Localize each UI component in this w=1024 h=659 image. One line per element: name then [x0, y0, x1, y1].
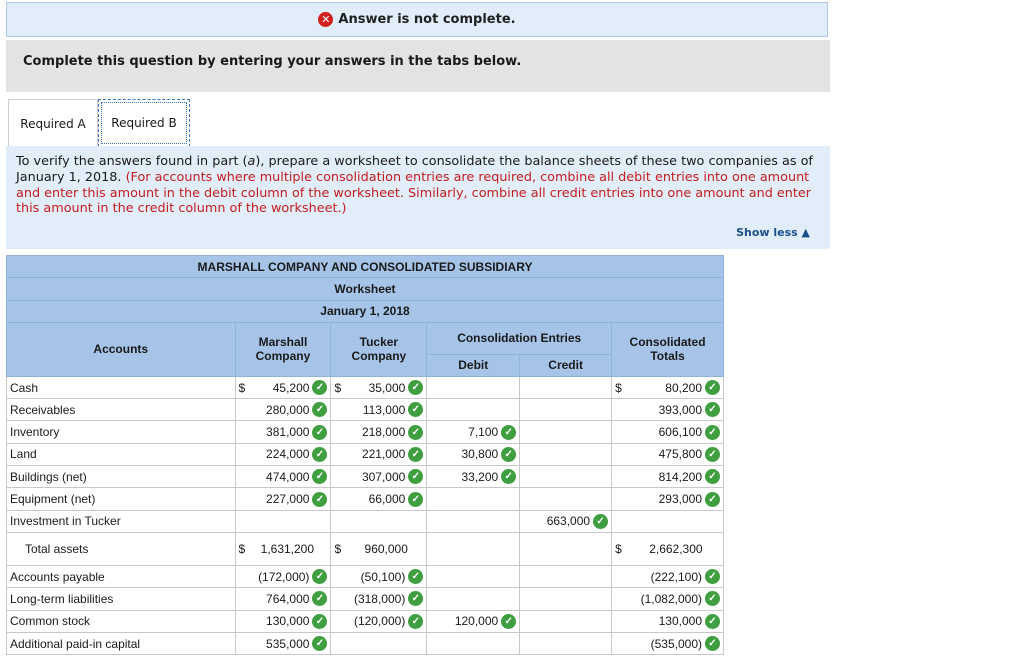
header-totals: Consolidated Totals: [612, 322, 724, 376]
credit-cell[interactable]: [520, 488, 612, 510]
table-row: [7, 610, 724, 632]
debit-cell[interactable]: [427, 488, 520, 510]
marshall-cell-value: 535,000: [266, 636, 310, 651]
consolidated-cell-value: 130,000: [658, 614, 702, 629]
table-row: [7, 399, 724, 421]
total-assets-label: Total assets: [7, 532, 236, 565]
account-name: Investment in Tucker: [7, 510, 236, 532]
checkmark-icon: ✓: [408, 447, 423, 462]
consolidated-cell-value: 475,800: [658, 447, 702, 462]
account-name: Accounts payable: [7, 565, 236, 587]
checkmark-icon: ✓: [705, 591, 720, 606]
table-row: [7, 632, 724, 654]
consolidated-cell-value: 606,100: [658, 425, 702, 440]
checkmark-icon: ✓: [312, 469, 327, 484]
tucker-cell-value: 66,000: [368, 492, 406, 507]
debit-cell[interactable]: [427, 510, 520, 532]
consolidated-cell[interactable]: [612, 565, 724, 587]
consolidated-cell[interactable]: [612, 443, 724, 465]
header-consolidation: Consolidation Entries: [427, 322, 612, 354]
credit-cell[interactable]: [520, 510, 612, 532]
checkmark-icon: ✓: [408, 591, 423, 606]
account-name: Long-term liabilities: [7, 588, 236, 610]
tucker-cell-value: 307,000: [361, 469, 406, 484]
checkmark-icon: ✓: [705, 447, 720, 462]
checkmark-icon: ✓: [312, 614, 327, 629]
marshall-cell-value: 280,000: [266, 402, 310, 417]
header-accounts: Accounts: [7, 322, 236, 376]
checkmark-icon: ✓: [312, 425, 327, 440]
tab-required-b[interactable]: [98, 99, 190, 147]
worksheet-subtitle: Worksheet: [7, 278, 724, 300]
tucker-cell[interactable]: [331, 399, 427, 421]
debit-cell[interactable]: [427, 632, 520, 654]
checkmark-icon: ✓: [408, 425, 423, 440]
checkmark-icon: ✓: [312, 636, 327, 651]
checkmark-icon: ✓: [705, 380, 720, 395]
marshall-cell-value: 45,200: [272, 380, 310, 395]
x-circle-icon: ✕: [318, 12, 333, 27]
total-assets-tucker: $ 960,000: [331, 532, 427, 565]
total-assets-row: [7, 532, 724, 565]
checkmark-icon: ✓: [312, 492, 327, 507]
tucker-cell[interactable]: [331, 510, 427, 532]
checkmark-icon: ✓: [705, 614, 720, 629]
total-assets-marshall: $ 1,631,200: [235, 532, 331, 565]
marshall-cell-value: 381,000: [266, 425, 310, 440]
marshall-cell[interactable]: [235, 632, 331, 654]
account-name: Land: [7, 443, 236, 465]
consolidated-cell-value: 393,000: [658, 402, 702, 417]
debit-cell[interactable]: [427, 443, 520, 465]
account-name: Cash: [7, 376, 236, 398]
table-row: [7, 376, 724, 398]
instruction-text: Complete this question by entering your answers in the tabs below.: [23, 54, 522, 69]
total-assets-consolidated: $ 2,662,300: [612, 532, 724, 565]
header-tucker: Tucker Company: [331, 322, 427, 376]
total-assets-debit: [427, 532, 520, 565]
marshall-cell[interactable]: [235, 565, 331, 587]
checkmark-icon: ✓: [408, 380, 423, 395]
question-text: To verify the answers found in part (a), prepare a worksheet to consolidate the balance sheets of these two companies as of January 1, 2018. (For accounts where multiple consolidation entries are required, combine all debit entries into one amount and enter this amount in the debit column of the worksheet. Similarly, combine all credit entries into one amount and enter this amount in the credit column of the worksheet.): [16, 154, 813, 217]
marshall-cell-value: 130,000: [266, 614, 310, 629]
total-assets-credit: [520, 532, 612, 565]
question-note: (For accounts where multiple consolidation entries are required, combine all debit entries into one amount and enter this amount in the debit column of the worksheet. Similarly, combine all credit entries into one amount and enter this amount in the credit column of the worksheet.): [16, 169, 812, 217]
marshall-cell-value: 474,000: [266, 469, 310, 484]
tucker-cell[interactable]: [331, 421, 427, 443]
debit-cell-value: 30,800: [461, 447, 499, 462]
consolidated-cell[interactable]: $ 80,200 ✓: [612, 376, 724, 398]
checkmark-icon: ✓: [705, 636, 720, 651]
debit-cell-value: 33,200: [461, 469, 499, 484]
marshall-cell[interactable]: [235, 488, 331, 510]
marshall-cell[interactable]: [235, 443, 331, 465]
tucker-cell[interactable]: [331, 610, 427, 632]
marshall-cell[interactable]: [235, 588, 331, 610]
table-row: [7, 565, 724, 587]
consolidated-cell[interactable]: [612, 421, 724, 443]
tucker-cell-value: 35,000: [368, 380, 406, 395]
debit-cell[interactable]: [427, 399, 520, 421]
show-less-link[interactable]: Show less ▲: [736, 226, 810, 240]
credit-cell[interactable]: [520, 399, 612, 421]
account-name: Inventory: [7, 421, 236, 443]
tucker-cell-value: 221,000: [361, 447, 406, 462]
credit-cell[interactable]: [520, 588, 612, 610]
debit-cell[interactable]: [427, 421, 520, 443]
checkmark-icon: ✓: [408, 614, 423, 629]
marshall-cell-value: 227,000: [266, 492, 310, 507]
marshall-cell-value: 764,000: [266, 591, 310, 606]
tucker-cell[interactable]: [331, 466, 427, 488]
checkmark-icon: ✓: [312, 591, 327, 606]
checkmark-icon: ✓: [705, 402, 720, 417]
credit-cell[interactable]: [520, 565, 612, 587]
tucker-cell-value: 218,000: [361, 425, 406, 440]
consolidated-cell[interactable]: [612, 466, 724, 488]
checkmark-icon: ✓: [501, 469, 516, 484]
marshall-cell-value: 224,000: [266, 447, 310, 462]
credit-cell[interactable]: [520, 376, 612, 398]
tucker-cell-value: (318,000): [353, 591, 406, 606]
answer-status-banner: [6, 2, 828, 37]
consolidated-cell-value: 293,000: [658, 492, 702, 507]
tucker-cell[interactable]: [331, 588, 427, 610]
header-marshall: Marshall Company: [235, 322, 331, 376]
consolidated-cell-value: (535,000): [650, 636, 702, 651]
table-row: [7, 443, 724, 465]
checkmark-icon: ✓: [312, 402, 327, 417]
tab-required-a-label: Required A: [20, 116, 86, 131]
credit-cell[interactable]: [520, 443, 612, 465]
checkmark-icon: ✓: [312, 569, 327, 584]
checkmark-icon: ✓: [312, 380, 327, 395]
checkmark-icon: ✓: [312, 447, 327, 462]
answer-status-text: Answer is not complete.: [338, 12, 516, 27]
tab-required-a[interactable]: [8, 99, 98, 147]
checkmark-icon: ✓: [705, 569, 720, 584]
consolidated-cell-value: (1,082,000): [640, 591, 702, 606]
marshall-cell[interactable]: [235, 421, 331, 443]
tucker-cell-value: (50,100): [360, 569, 406, 584]
checkmark-icon: ✓: [501, 614, 516, 629]
tab-bar: [6, 97, 830, 147]
consolidated-cell[interactable]: [612, 588, 724, 610]
account-name: Buildings (net): [7, 466, 236, 488]
checkmark-icon: ✓: [593, 514, 608, 529]
checkmark-icon: ✓: [408, 402, 423, 417]
credit-cell[interactable]: [520, 632, 612, 654]
question-panel: [6, 146, 830, 249]
debit-cell-value: 7,100: [468, 425, 499, 440]
tucker-cell[interactable]: [331, 443, 427, 465]
tucker-cell[interactable]: [331, 632, 427, 654]
debit-cell[interactable]: [427, 466, 520, 488]
credit-cell[interactable]: [520, 421, 612, 443]
consolidated-cell[interactable]: [612, 510, 724, 532]
checkmark-icon: ✓: [705, 469, 720, 484]
marshall-cell-value: (172,000): [258, 569, 310, 584]
checkmark-icon: ✓: [705, 425, 720, 440]
header-debit: Debit: [427, 354, 520, 376]
table-row: [7, 421, 724, 443]
checkmark-icon: ✓: [408, 569, 423, 584]
account-name: Equipment (net): [7, 488, 236, 510]
tucker-cell[interactable]: [331, 488, 427, 510]
checkmark-icon: ✓: [408, 492, 423, 507]
debit-cell[interactable]: [427, 565, 520, 587]
checkmark-icon: ✓: [501, 425, 516, 440]
consolidated-cell-value: 814,200: [658, 469, 702, 484]
consolidated-cell[interactable]: [612, 488, 724, 510]
credit-cell-value: 663,000: [546, 514, 591, 529]
account-name: Common stock: [7, 610, 236, 632]
worksheet-date: January 1, 2018: [7, 300, 724, 322]
consolidated-cell[interactable]: [612, 632, 724, 654]
marshall-cell[interactable]: $ 45,200 ✓: [235, 376, 331, 398]
marshall-cell[interactable]: [235, 610, 331, 632]
tucker-cell[interactable]: [331, 565, 427, 587]
worksheet-title: MARSHALL COMPANY AND CONSOLIDATED SUBSIDIARY: [7, 256, 724, 278]
debit-cell[interactable]: [427, 610, 520, 632]
marshall-cell[interactable]: [235, 399, 331, 421]
debit-cell[interactable]: [427, 588, 520, 610]
instruction-bar: [6, 40, 830, 92]
table-row: [7, 510, 724, 532]
tucker-cell-value: (120,000): [353, 614, 406, 629]
table-row: [7, 466, 724, 488]
header-credit: Credit: [520, 354, 612, 376]
consolidated-cell[interactable]: [612, 399, 724, 421]
debit-cell-value: 120,000: [454, 614, 499, 629]
marshall-cell[interactable]: [235, 510, 331, 532]
credit-cell[interactable]: [520, 466, 612, 488]
checkmark-icon: ✓: [501, 447, 516, 462]
checkmark-icon: ✓: [408, 469, 423, 484]
tucker-cell[interactable]: $ 35,000 ✓: [331, 376, 427, 398]
marshall-cell[interactable]: [235, 466, 331, 488]
credit-cell[interactable]: [520, 610, 612, 632]
checkmark-icon: ✓: [705, 492, 720, 507]
table-row: [7, 588, 724, 610]
account-name: Receivables: [7, 399, 236, 421]
tab-required-b-label: Required B: [111, 116, 177, 130]
tucker-cell-value: 113,000: [362, 402, 406, 417]
debit-cell[interactable]: [427, 376, 520, 398]
table-row: [7, 488, 724, 510]
consolidated-cell-value: 80,200: [665, 380, 702, 395]
consolidated-cell[interactable]: [612, 610, 724, 632]
account-name: Additional paid-in capital: [7, 632, 236, 654]
consolidated-cell-value: (222,100): [650, 569, 702, 584]
consolidation-worksheet: [6, 255, 724, 655]
